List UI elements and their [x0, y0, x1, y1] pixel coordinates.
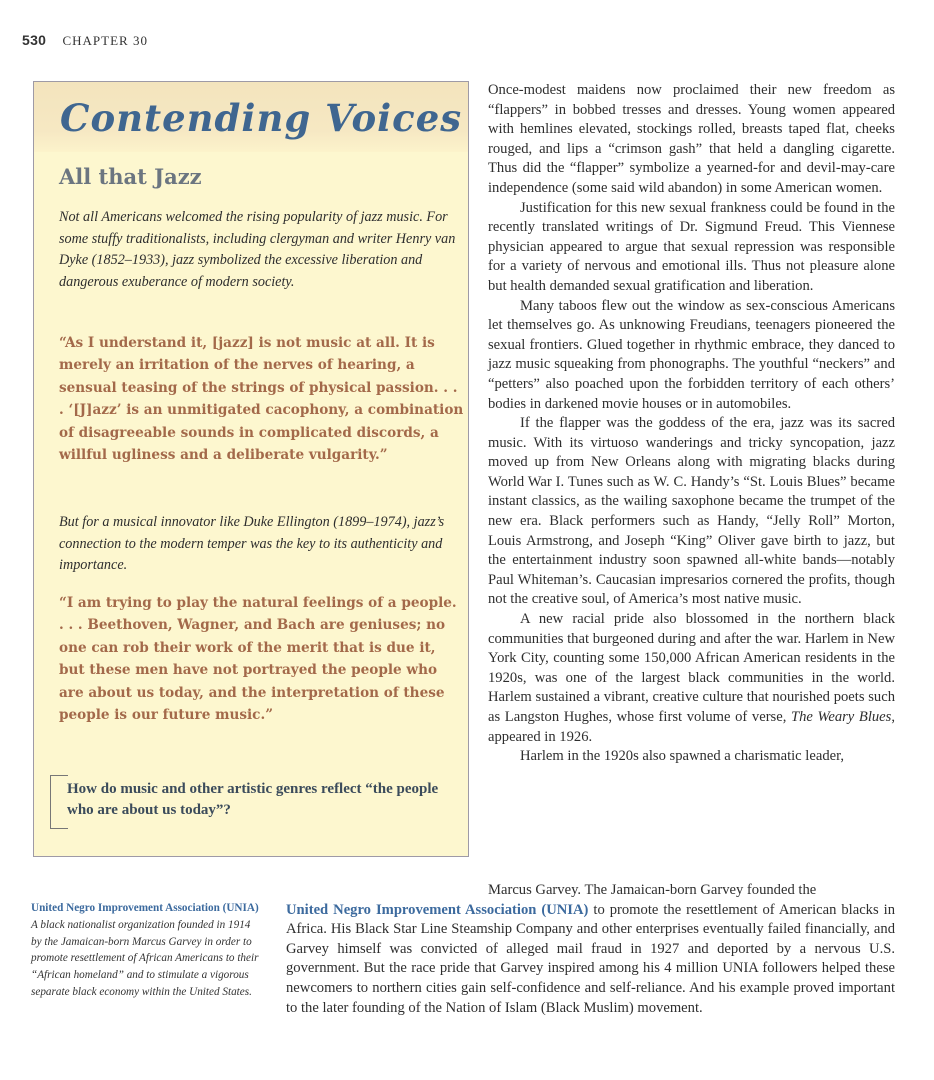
discussion-question: How do music and other artistic genres reflect “the people who are about us today”?	[50, 775, 457, 829]
page-number: 530	[22, 32, 47, 48]
contending-voices-box	[33, 81, 469, 857]
quote-van-dyke: “As I understand it, [jazz] is not music at all. It is merely an irritation of the nerves of hearing, a sensual teasing of the strings of physical passion. . . . ‘[J]azz’ is an unmitigated cacophony, a combination of disagreeable sounds in complicated discords, a willful ugliness and a deliberate vulgarity.”	[59, 335, 464, 464]
intro-van-dyke: Not all Americans welcomed the rising popularity of jazz music. For some stuffy traditionalists, including clergyman and writer Henry van Dyke (1852–1933), jazz symbolized the excessive liberation and dangerous exuberance of modern society.	[59, 209, 456, 290]
intro-ellington: But for a musical innovator like Duke Ellington (1899–1974), jazz’s connection to the modern temper was the key to its authenticity and importance.	[59, 514, 445, 574]
glossary-definition: A black nationalist organization founded in 1914 by the Jamaican-born Marcus Garvey in order to promote resettlement of African Americans to their “African homeland” and to stimulate a vigorous separate black economy within the United States.	[31, 918, 259, 998]
glossary-term: United Negro Improvement Association (UNIA)	[31, 902, 259, 914]
book-title: The Weary Blues	[791, 709, 892, 725]
paragraph-garvey-lead: Harlem in the 1920s also spawned a charismatic leader,	[520, 748, 845, 765]
paragraph-taboos: Many taboos flew out the window as sex-conscious Americans let themselves go. As unknowing Freudians, teenagers pioneered the sexual frontiers. Glued together in rhythmic embrace, they danced to jazz music squeaking from phonographs. The youthful “neckers” and “petters” also poached upon the forbidden territory of each others’ bodies in darkened movie houses or in automobiles.	[488, 297, 895, 412]
paragraph-harlem: A new racial pride also blossomed in the northern black communities that burgeoned during and after the war. Harlem in New York City, counting some 150,000 African American residents in the 1920s, was one of the largest black communities in the world. Harlem sustained a vibrant, creative culture that nourished poets such as Langston Hughes, whose first volume of verse, The Weary Blues, appeared in 1926.	[488, 611, 895, 745]
glossary-sidenote	[31, 900, 263, 1001]
chapter-label: CHAPTER 30	[62, 33, 148, 48]
paragraph-jazz: If the flapper was the goddess of the era, jazz was its sacred music. With its virtuoso wanderings and tricky syncopation, jazz moved up from New Orleans along with migrating blacks during World War I. Tunes such as W. C. Handy’s “St. Louis Blues” became instant classics, as the wailing saxophone became the trumpet of the new era. Black performers such as Handy, “Jelly Roll” Morton, Louis Armstrong, and Joseph “King” Oliver gave birth to jazz, but the entertainment industry soon spawned all-white bands—notably Paul Whiteman’s. Caucasian impresarios cornered the profits, though not the creative soul, of America’s most native music.	[488, 415, 895, 608]
paragraph-flappers: Once-modest maidens now proclaimed their new freedom as “flappers” in bobbed tresses and dresses. Young women appeared with hemlines elevated, stockings rolled, breasts taped flat, cheeks rouged, and lips a “crimson gash” that held a dangling cigarette. Thus did the “flapper” symbolize a yearned-for and devil-may-care independence (some said wild abandon) in some American women.	[488, 82, 895, 196]
paragraph-garvey: Marcus Garvey. The Jamaican-born Garvey founded the United Negro Improvement Association (UNIA) to promote the resettlement of American blacks in Africa. His Black Star Line Steamship Company and other enterprises eventually failed financially, and Garvey himself was convicted of alleged mail fraud in 1927 and deported by a nervous U.S. government. But the race pride that Garvey inspired among his 4 million UNIA followers helped these newcomers to northern cities gain self-confidence and self-reliance. And his example proved important to the later founding of the Nation of Islam (Black Muslim) movement.	[286, 882, 895, 1016]
feature-title: All that Jazz	[59, 164, 202, 189]
page-header	[22, 32, 148, 49]
paragraph-freud: Justification for this new sexual frankness could be found in the recently translated writings of Dr. Sigmund Freud. This Viennese physician appeared to argue that sexual repression was responsible for a variety of nervous and emotional ills. Thus not pleasure alone but health demanded sexual gratification and liberation.	[488, 199, 895, 294]
quote-ellington: “I am trying to play the natural feelings of a people. . . . Beethoven, Wagner, and Bach are geniuses; no one can rob their work of the merit that is due it, but these men have not portrayed the people who are about us today, and the interpretation of these people is our future music.”	[59, 595, 457, 724]
feature-series-title: Contending Voices	[60, 96, 463, 140]
keyterm-unia: United Negro Improvement Association (UNIA)	[286, 901, 589, 918]
main-text-column	[488, 81, 895, 767]
